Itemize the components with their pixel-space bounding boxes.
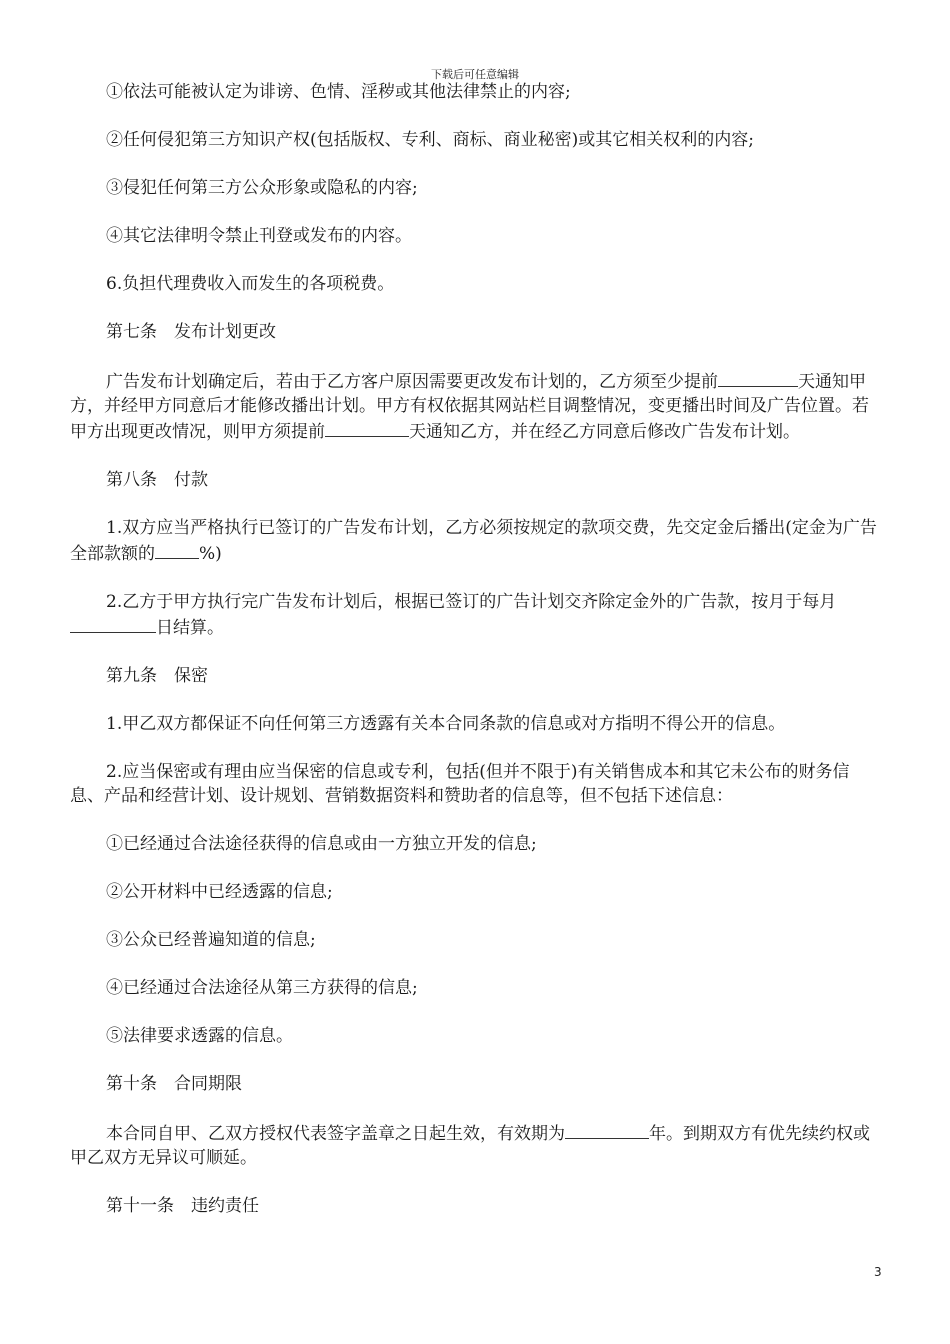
section-8-clause-2-text-a: 2.乙方于甲方执行完广告发布计划后，根据已签订的广告计划交齐除定金外的广告款，按月于每月 — [106, 592, 837, 612]
section-10-title: 第十条 合同期限 — [106, 1074, 242, 1094]
prohibited-item-1: ①依法可能被认定为诽谤、色情、淫秽或其他法律禁止的内容; — [106, 82, 571, 102]
section-9-title: 第九条 保密 — [106, 666, 208, 686]
section-7-body — [70, 368, 882, 444]
section-9-clause-2: 2.应当保密或有理由应当保密的信息或专利，包括(但并不限于)有关销售成本和其它未公布的财务信息、产品和经营计划、设计规划、营销数据资料和赞助者的信息等，但不包括下述信息： — [70, 762, 850, 806]
section-10-body — [70, 1120, 882, 1170]
section-11-title: 第十一条 违约责任 — [106, 1196, 259, 1216]
prohibited-item-4: ④其它法律明令禁止刊登或发布的内容。 — [106, 226, 412, 246]
prohibited-item-3: ③侵犯任何第三方公众形象或隐私的内容; — [106, 178, 418, 198]
section-7-title: 第七条 发布计划更改 — [106, 322, 276, 342]
section-8-clause-1 — [70, 516, 882, 566]
notice-days-blank-1 — [718, 368, 798, 387]
exception-item-1: ①已经通过合法途径获得的信息或由一方独立开发的信息; — [106, 834, 537, 854]
settlement-day-blank — [70, 614, 156, 633]
section-10-text-a: 本合同自甲、乙双方授权代表签字盖章之日起生效，有效期为 — [106, 1124, 565, 1144]
validity-years-blank — [565, 1120, 649, 1139]
section-7-text-b: 天通知甲方，并经甲方同意后才能修改播出计划。甲方有权依据其网站栏目调整情况，变更播出时间及广告位置。若甲方出现更改情况，则甲方须提前 — [70, 372, 869, 442]
section-8-clause-1-text-a: 1.双方应当严格执行已签订的广告发布计划，乙方必须按规定的款项交费，先交定金后播出(定金为广告全部款额的 — [70, 518, 877, 564]
exception-item-2: ②公开材料中已经透露的信息; — [106, 882, 333, 902]
header-note: 下载后可任意编辑 — [431, 68, 519, 81]
exception-item-4: ④已经通过合法途径从第三方获得的信息; — [106, 978, 418, 998]
document-body — [70, 80, 882, 1242]
exception-item-5: ⑤法律要求透露的信息。 — [106, 1026, 293, 1046]
section-7-text-a: 广告发布计划确定后，若由于乙方客户原因需要更改发布计划的，乙方须至少提前 — [106, 372, 718, 392]
section-8-clause-2 — [70, 590, 882, 640]
notice-days-blank-2 — [325, 418, 409, 437]
page-number: 3 — [874, 1265, 882, 1279]
section-7-text-c: 天通知乙方，并在经乙方同意后修改广告发布计划。 — [409, 422, 800, 442]
obligation-6: 6.负担代理费收入而发生的各项税费。 — [106, 274, 395, 294]
section-10-text-b: 年。到期双方有优先续约权或甲乙双方无异议可顺延。 — [70, 1124, 870, 1168]
section-8-title: 第八条 付款 — [106, 470, 208, 490]
exception-item-3: ③公众已经普遍知道的信息; — [106, 930, 316, 950]
section-9-clause-1: 1.甲乙双方都保证不向任何第三方透露有关本合同条款的信息或对方指明不得公开的信息。 — [106, 714, 786, 734]
section-8-clause-1-text-b: %) — [199, 544, 222, 564]
deposit-percent-blank — [155, 540, 199, 559]
prohibited-item-2: ②任何侵犯第三方知识产权(包括版权、专利、商标、商业秘密)或其它相关权利的内容; — [106, 130, 754, 150]
section-8-clause-2-text-b: 日结算。 — [156, 618, 224, 638]
